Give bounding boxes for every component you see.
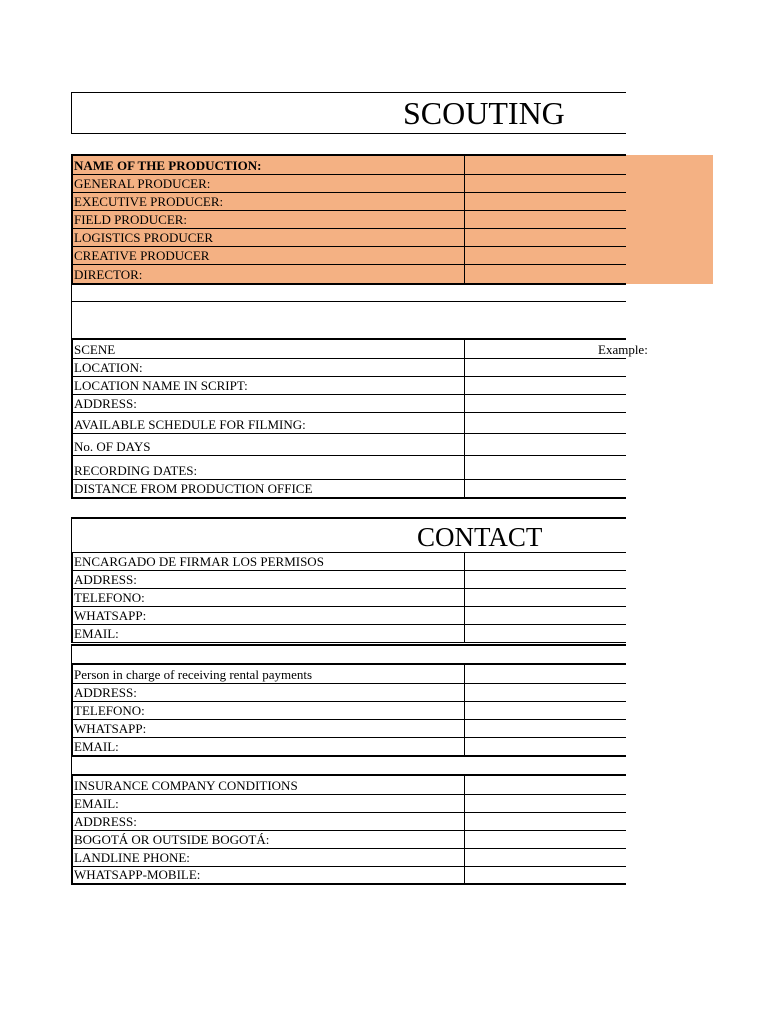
form-row bbox=[73, 625, 626, 643]
row-value-cell[interactable] bbox=[464, 831, 626, 848]
row-value-cell[interactable] bbox=[464, 702, 626, 719]
form-row bbox=[73, 571, 626, 589]
row-value-cell[interactable] bbox=[464, 377, 626, 394]
contact-title: CONTACT bbox=[417, 522, 543, 552]
row-value-cell[interactable] bbox=[464, 193, 626, 210]
row-value-cell[interactable] bbox=[464, 552, 626, 570]
row-value-cell[interactable] bbox=[464, 434, 626, 455]
row-value-cell[interactable] bbox=[464, 413, 626, 433]
page-title: SCOUTING bbox=[403, 95, 565, 131]
row-label: TELEFONO: bbox=[74, 704, 145, 718]
row-value-cell[interactable] bbox=[464, 156, 626, 174]
form-row bbox=[73, 607, 626, 625]
row-value-cell[interactable] bbox=[464, 589, 626, 606]
row-label: LANDLINE PHONE: bbox=[74, 851, 190, 865]
row-value-cell[interactable] bbox=[464, 571, 626, 588]
row-label: DIRECTOR: bbox=[74, 268, 143, 282]
form-row bbox=[73, 156, 626, 175]
row-label: WHATSAPP: bbox=[74, 609, 147, 623]
row-label: ADDRESS: bbox=[74, 397, 137, 411]
row-value-cell[interactable] bbox=[464, 813, 626, 830]
row-label: GENERAL PRODUCER: bbox=[74, 177, 211, 191]
row-value-cell[interactable] bbox=[464, 867, 626, 883]
row-value-cell[interactable] bbox=[464, 607, 626, 624]
section-gap-edge bbox=[71, 756, 72, 775]
row-label: LOGISTICS PRODUCER bbox=[74, 231, 214, 245]
form-row bbox=[73, 849, 626, 867]
form-row bbox=[73, 413, 626, 434]
permits-table bbox=[71, 552, 626, 643]
row-value-cell[interactable] bbox=[464, 395, 626, 412]
row-label: ADDRESS: bbox=[74, 573, 137, 587]
form-row bbox=[73, 265, 626, 285]
row-label: NAME OF THE PRODUCTION: bbox=[74, 159, 262, 173]
row-label: CREATIVE PRODUCER bbox=[74, 249, 210, 263]
example-label: Example: bbox=[598, 342, 648, 357]
form-row bbox=[73, 867, 626, 885]
production-highlight-extension bbox=[626, 155, 713, 284]
row-label: WHATSAPP-MOBILE: bbox=[74, 868, 201, 882]
form-row bbox=[73, 738, 626, 756]
form-row bbox=[73, 831, 626, 849]
form-row bbox=[73, 434, 626, 456]
row-label: RECORDING DATES: bbox=[74, 464, 198, 478]
row-value-cell[interactable] bbox=[464, 665, 626, 683]
row-label: DISTANCE FROM PRODUCTION OFFICE bbox=[74, 482, 313, 496]
row-label: EMAIL: bbox=[74, 797, 119, 811]
row-value-cell[interactable] bbox=[464, 265, 626, 283]
production-table bbox=[71, 154, 626, 285]
row-label: SCENE bbox=[74, 343, 116, 357]
row-label: INSURANCE COMPANY CONDITIONS bbox=[74, 779, 298, 793]
row-value-cell[interactable] bbox=[464, 684, 626, 701]
row-label: ADDRESS: bbox=[74, 686, 137, 700]
row-label: TELEFONO: bbox=[74, 591, 145, 605]
section-gap-edge bbox=[71, 645, 72, 664]
row-value-cell[interactable] bbox=[464, 359, 626, 376]
form-row bbox=[73, 359, 626, 377]
row-value-cell[interactable] bbox=[464, 849, 626, 866]
form-row bbox=[73, 589, 626, 607]
blank-band bbox=[71, 284, 626, 339]
rental-payments-table bbox=[71, 663, 626, 756]
form-row bbox=[73, 776, 626, 795]
row-value-cell[interactable] bbox=[464, 776, 626, 794]
form-row bbox=[73, 813, 626, 831]
row-value-cell[interactable] bbox=[464, 625, 626, 642]
row-label: AVAILABLE SCHEDULE FOR FILMING: bbox=[74, 418, 306, 432]
row-value-cell[interactable] bbox=[464, 247, 626, 264]
form-row bbox=[73, 340, 626, 359]
row-label: ENCARGADO DE FIRMAR LOS PERMISOS bbox=[74, 555, 324, 569]
row-value-cell[interactable] bbox=[464, 211, 626, 228]
form-row bbox=[73, 395, 626, 413]
row-value-cell[interactable] bbox=[464, 795, 626, 812]
row-label: LOCATION NAME IN SCRIPT: bbox=[74, 379, 248, 393]
row-label: BOGOTÁ OR OUTSIDE BOGOTÁ: bbox=[74, 833, 270, 847]
row-label: EMAIL: bbox=[74, 740, 119, 754]
form-row bbox=[73, 552, 626, 571]
contact-title-box bbox=[71, 517, 626, 553]
row-value-cell[interactable] bbox=[464, 480, 626, 497]
form-row bbox=[73, 247, 626, 265]
form-row bbox=[73, 684, 626, 702]
section-divider bbox=[71, 755, 626, 757]
scene-table bbox=[71, 338, 626, 499]
row-label: EXECUTIVE PRODUCER: bbox=[74, 195, 224, 209]
row-value-cell[interactable] bbox=[464, 456, 626, 479]
row-label: WHATSAPP: bbox=[74, 722, 147, 736]
form-row bbox=[73, 456, 626, 480]
form-row bbox=[73, 665, 626, 684]
form-row bbox=[73, 702, 626, 720]
form-row bbox=[73, 193, 626, 211]
row-value-cell[interactable] bbox=[464, 738, 626, 755]
row-value-cell[interactable] bbox=[464, 175, 626, 192]
form-row bbox=[73, 377, 626, 395]
form-row bbox=[73, 795, 626, 813]
insurance-table bbox=[71, 774, 626, 885]
row-label: ADDRESS: bbox=[74, 815, 137, 829]
row-label: Person in charge of receiving rental payments bbox=[74, 668, 313, 682]
form-row bbox=[73, 175, 626, 193]
row-label: LOCATION: bbox=[74, 361, 143, 375]
row-label: EMAIL: bbox=[74, 627, 119, 641]
form-row bbox=[73, 720, 626, 738]
form-row bbox=[73, 211, 626, 229]
row-label: FIELD PRODUCER: bbox=[74, 213, 188, 227]
form-row bbox=[73, 229, 626, 247]
form-row bbox=[73, 480, 626, 499]
row-value-cell[interactable] bbox=[464, 340, 626, 358]
row-value-cell[interactable] bbox=[464, 720, 626, 737]
section-divider bbox=[71, 644, 626, 646]
scouting-title-box bbox=[71, 92, 626, 134]
row-label: No. OF DAYS bbox=[74, 440, 151, 454]
row-value-cell[interactable] bbox=[464, 229, 626, 246]
